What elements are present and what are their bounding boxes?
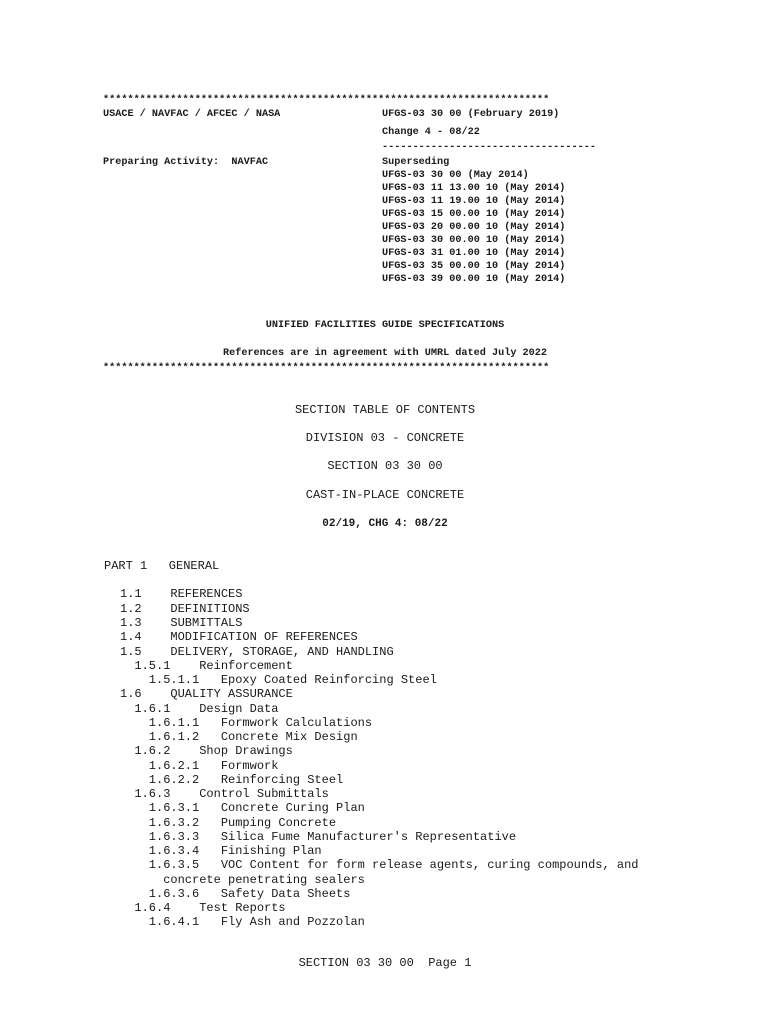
toc-entry: 1.6.1.2 Concrete Mix Design bbox=[120, 730, 358, 744]
toc-entry: 1.6.3.6 Safety Data Sheets bbox=[120, 887, 351, 901]
change-rule: ----------------------------------- bbox=[382, 142, 596, 153]
superseded-spec: UFGS-03 20 00.00 10 (May 2014) bbox=[382, 222, 566, 233]
superseded-spec: UFGS-03 15 00.00 10 (May 2014) bbox=[382, 209, 566, 220]
toc-entry: 1.5.1 Reinforcement bbox=[120, 659, 293, 673]
change-notice: Change 4 - 08/22 bbox=[382, 127, 480, 138]
toc-entry: 1.6.2.1 Formwork bbox=[120, 759, 279, 773]
toc-entry: concrete penetrating sealers bbox=[120, 873, 365, 887]
toc-entry: 1.1 REFERENCES bbox=[120, 587, 243, 601]
document-title: UNIFIED FACILITIES GUIDE SPECIFICATIONS bbox=[265, 320, 505, 331]
superseded-spec: UFGS-03 31 01.00 10 (May 2014) bbox=[382, 248, 566, 259]
superseded-spec: UFGS-03 11 19.00 10 (May 2014) bbox=[382, 196, 566, 207]
toc-heading: SECTION TABLE OF CONTENTS bbox=[294, 403, 476, 417]
toc-entry: 1.6.2 Shop Drawings bbox=[120, 744, 293, 758]
toc-entry: 1.6.3.3 Silica Fume Manufacturer's Representative bbox=[120, 830, 517, 844]
toc-entry: 1.5 DELIVERY, STORAGE, AND HANDLING bbox=[120, 645, 394, 659]
preparing-activity: Preparing Activity: NAVFAC bbox=[103, 157, 269, 168]
toc-entry: 1.6.3.1 Concrete Curing Plan bbox=[120, 801, 365, 815]
umrl-note: References are in agreement with UMRL dated July 2022 bbox=[222, 348, 547, 359]
toc-entry: 1.6.4.1 Fly Ash and Pozzolan bbox=[120, 915, 365, 929]
agency-list: USACE / NAVFAC / AFCEC / NASA bbox=[103, 109, 281, 120]
toc-entry: 1.2 DEFINITIONS bbox=[120, 602, 250, 616]
superseding-label: Superseding bbox=[382, 157, 450, 168]
page-footer: SECTION 03 30 00 Page 1 bbox=[298, 956, 472, 970]
asterisk-rule-top: ************************************************************************* bbox=[103, 95, 550, 106]
toc-entry: 1.6.1 Design Data bbox=[120, 702, 279, 716]
superseded-spec: UFGS-03 39 00.00 10 (May 2014) bbox=[382, 274, 566, 285]
spec-identifier: UFGS-03 30 00 (February 2019) bbox=[382, 109, 560, 120]
section-title: CAST-IN-PLACE CONCRETE bbox=[305, 488, 465, 502]
toc-entry: 1.6.3.2 Pumping Concrete bbox=[120, 816, 337, 830]
part-heading: PART 1 GENERAL bbox=[104, 559, 220, 573]
superseded-spec: UFGS-03 35 00.00 10 (May 2014) bbox=[382, 261, 566, 272]
revision-date: 02/19, CHG 4: 08/22 bbox=[322, 518, 448, 530]
toc-entry: 1.4 MODIFICATION OF REFERENCES bbox=[120, 630, 358, 644]
asterisk-rule-bottom: ************************************************************************* bbox=[103, 363, 550, 374]
toc-entry: 1.6.3.5 VOC Content for form release agents, curing compounds, and bbox=[120, 858, 639, 872]
section-number: SECTION 03 30 00 bbox=[327, 459, 443, 473]
superseded-spec: UFGS-03 30 00 (May 2014) bbox=[382, 170, 529, 181]
toc-entry: 1.3 SUBMITTALS bbox=[120, 616, 243, 630]
superseded-spec: UFGS-03 30 00.00 10 (May 2014) bbox=[382, 235, 566, 246]
toc-entry: 1.6.3.4 Finishing Plan bbox=[120, 844, 322, 858]
toc-entry: 1.6.3 Control Submittals bbox=[120, 787, 329, 801]
superseded-spec: UFGS-03 11 13.00 10 (May 2014) bbox=[382, 183, 566, 194]
toc-entry: 1.6 QUALITY ASSURANCE bbox=[120, 687, 293, 701]
toc-entry: 1.6.4 Test Reports bbox=[120, 901, 286, 915]
toc-entry: 1.6.1.1 Formwork Calculations bbox=[120, 716, 373, 730]
toc-entry: 1.5.1.1 Epoxy Coated Reinforcing Steel bbox=[120, 673, 437, 687]
toc-entry: 1.6.2.2 Reinforcing Steel bbox=[120, 773, 344, 787]
division-title: DIVISION 03 - CONCRETE bbox=[305, 431, 465, 445]
